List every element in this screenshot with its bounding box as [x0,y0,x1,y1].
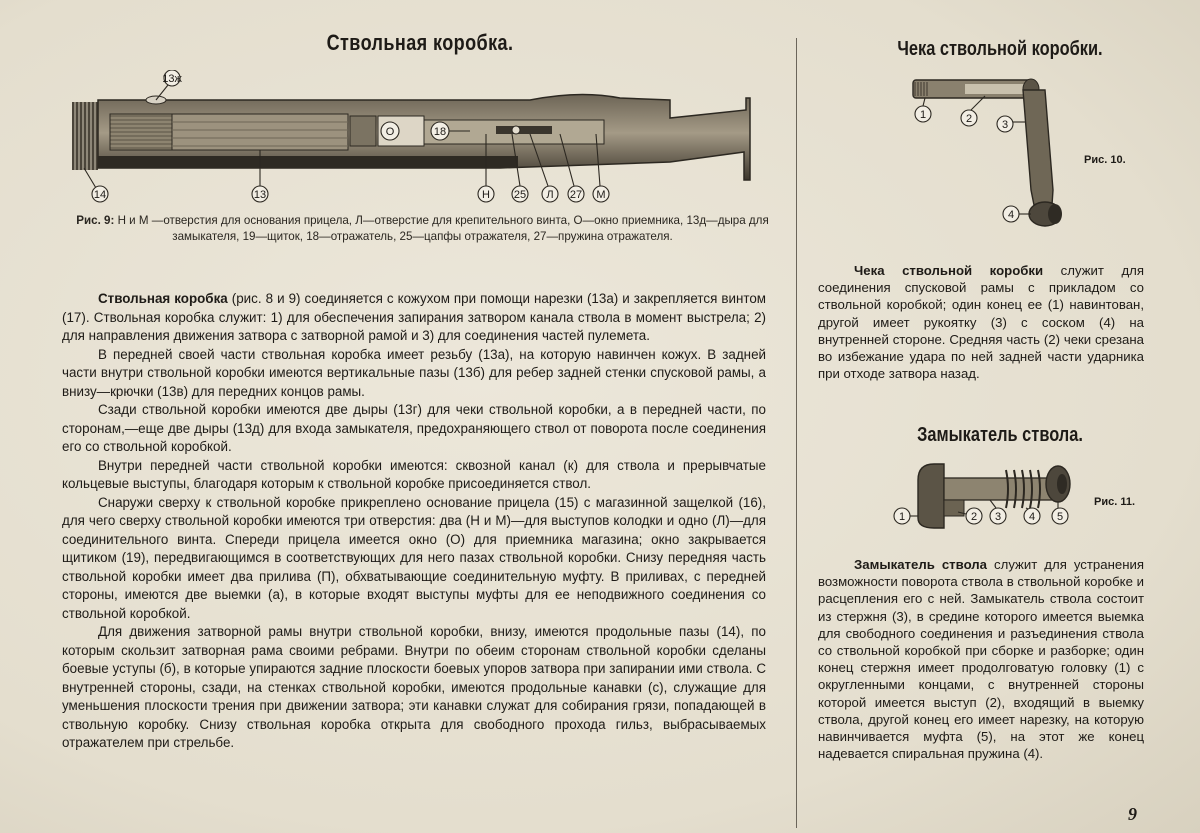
barrel-lock-paragraph [818,556,1144,762]
callout-18: 18 [433,126,447,138]
paragraph-2: В передней своей части ствольная коробка имеет резьбу (13а), на которую навинчен кожух. В задней части внутри ствольной коробки имеются вертикальные пазы (13б) для ребер задней стенки спусковой рамы, а внизу—крючки (13в) для передних концов рамы. [62,346,766,399]
pin-paragraph [818,262,1144,382]
thread-section [72,102,98,170]
paragraph-6: Для движения затворной рамы внутри ствольной коробки, внизу, имеются продольные пазы (14), по которым скользит затворная рама своими ребрами. Внутри по обеим сторонам ствольной коробки сделаны боевые уступы (б), в которые упираются задние плоскости боевых упоров затвора при запирании ими ствола. С внутренней стороны, сзади, на стенках ствольной коробки, имеются продольные канавки (с), служащие для уменьшения плоскости трения при движении затвора; эти канавки служат для собирания грязи, попадающей в ствольную коробку. Снизу ствольная коробка открыта для свободного прохода гильз, выбрасываемых отражателем при стрельбе. [62,624,766,750]
column-divider [796,38,797,828]
section-title-pin: Чека ствольной коробки. [897,38,1103,60]
callout-13zh: 13ж [162,73,182,85]
callout-O: О [385,126,395,138]
paragraph-1 [62,290,766,346]
figure-9-number: Рис. 9: [76,214,115,227]
callout-N: Н [482,189,490,201]
callout-14: 14 [93,189,107,201]
figure-11-label: Рис. 11. [1094,496,1136,508]
pin-callout-4: 4 [1007,209,1015,221]
page-number: 9 [1128,804,1137,824]
figure-10-callouts [915,96,1031,222]
figure-9-caption-text: Н и М —отверстия для основания прицела, Л—отверстие для крепительного винта, О—окно приемника, 13д—дыра для замыкателя, 19—щиток, 18—отражатель, 25—цапфы отражателя, 27—пружина отражателя. [117,214,769,243]
pin-callout-3: 3 [1001,119,1009,131]
section-title-barrel-lock: Замыкатель ствола. [917,424,1083,446]
figure-11-barrel-lock [880,456,1090,536]
paragraph-1-text: (рис. 8 и 9) соединяется с кожухом при помощи нарезки (13а) и закрепляется винтом (17). Ствольная коробка служит: 1) для обеспечения запирания затвором канала ствола в момент выстрела; 2) для направления движения затвора с затворной рамой и 3) для соединения частей пулемета. [62,291,767,343]
paragraph-5: Снаружи сверху к ствольной коробке прикреплено основание прицела (15) с магазинной защелкой (16), для чего сверху ствольной коробки имеются три отверстия: два (Н и М)—для выступов колодки и одно (Л)—для соединительного винта. Спереди прицела имеется окно (О) для приемника магазина; окно закрывается щитиком (19), передвигающимся в соответствующих для него пазах ствольной коробки. Снизу передняя часть ствольной коробки имеет два прилива (П), обхватывающие соединительную муфту. В приливах, с передней стороны, имеются две выемки (а), в которые входят выступы муфты для ее неподвижного соединения со ствольной коробкой. [62,494,766,621]
paragraph-1-lead: Ствольная коробка [98,291,228,306]
paragraph-4: Внутри передней части ствольной коробки имеются: сквозной канал (к) для ствола и прерывчатые кольцевые выступы, благодаря которым к ствольной коробке присоединяется ствол. [62,457,766,491]
pin-description [818,262,1144,382]
receiver-description [62,290,766,753]
callout-13: 13 [253,189,267,201]
paragraph-3: Сзади ствольной коробки имеются две дыры (13г) для чеки ствольной коробки, а в передней части, по сторонам,—еще две дыры (13д) для входа замыкателя, предохраняющего ствол от поворота после соединения его со ствольной коробкой. [62,402,766,454]
barrel-lock-paragraph-lead: Замыкатель ствола [854,557,988,572]
lock-callout-5: 5 [1056,511,1064,523]
callout-25: 25 [513,189,527,201]
callout-L: Л [546,189,554,201]
lock-callout-4: 4 [1028,511,1036,523]
lock-callout-2: 2 [970,511,978,523]
barrel-lock-paragraph-text: служит для устранения возможности поворота ствола в ствольной коробке и расцепления его с ней. Замыкатель ствола состоит из стержня (3), в средине которого имеется выемка для свободного соединения и разъединения ствола со ствольной коробкой при сборке и разборке; один конец стержня имеет продолговатую головку (1) с округленными концами, с внутренней стороны которой имеется выступ (2), входящий в выемку ствола, другой конец его имеет нарезку, на которую навинчивается муфта (5), на этот же конец надевается спиральная пружина (4). [818,557,1145,762]
pin-callout-2: 2 [965,113,973,125]
figure-9-caption [60,213,785,245]
pin-callout-1: 1 [919,109,927,121]
callout-27: 27 [569,189,583,201]
callout-M: М [596,189,606,201]
figure-10-label: Рис. 10. [1084,154,1126,166]
lock-callout-3: 3 [994,511,1002,523]
lock-callout-1: 1 [898,511,906,523]
pin-paragraph-lead: Чека ствольной коробки [854,263,1044,278]
engraved-plate [110,114,172,150]
pin-paragraph-text: служит для соединения спусковой рамы с прикладом со ствольной коробкой; один конец ее (1) навинтован, другой имеет рукоятку (3) с соском (4) на внутренней стороне. Средняя часть (2) чеки срезана во избежание удара по ней задней части ударника при отходе затвора назад. [818,263,1144,382]
figure-9-receiver [60,70,760,210]
figure-10-pin [905,70,1075,240]
section-title-receiver: Ствольная коробка. [326,30,514,55]
barrel-lock-description [818,556,1144,762]
